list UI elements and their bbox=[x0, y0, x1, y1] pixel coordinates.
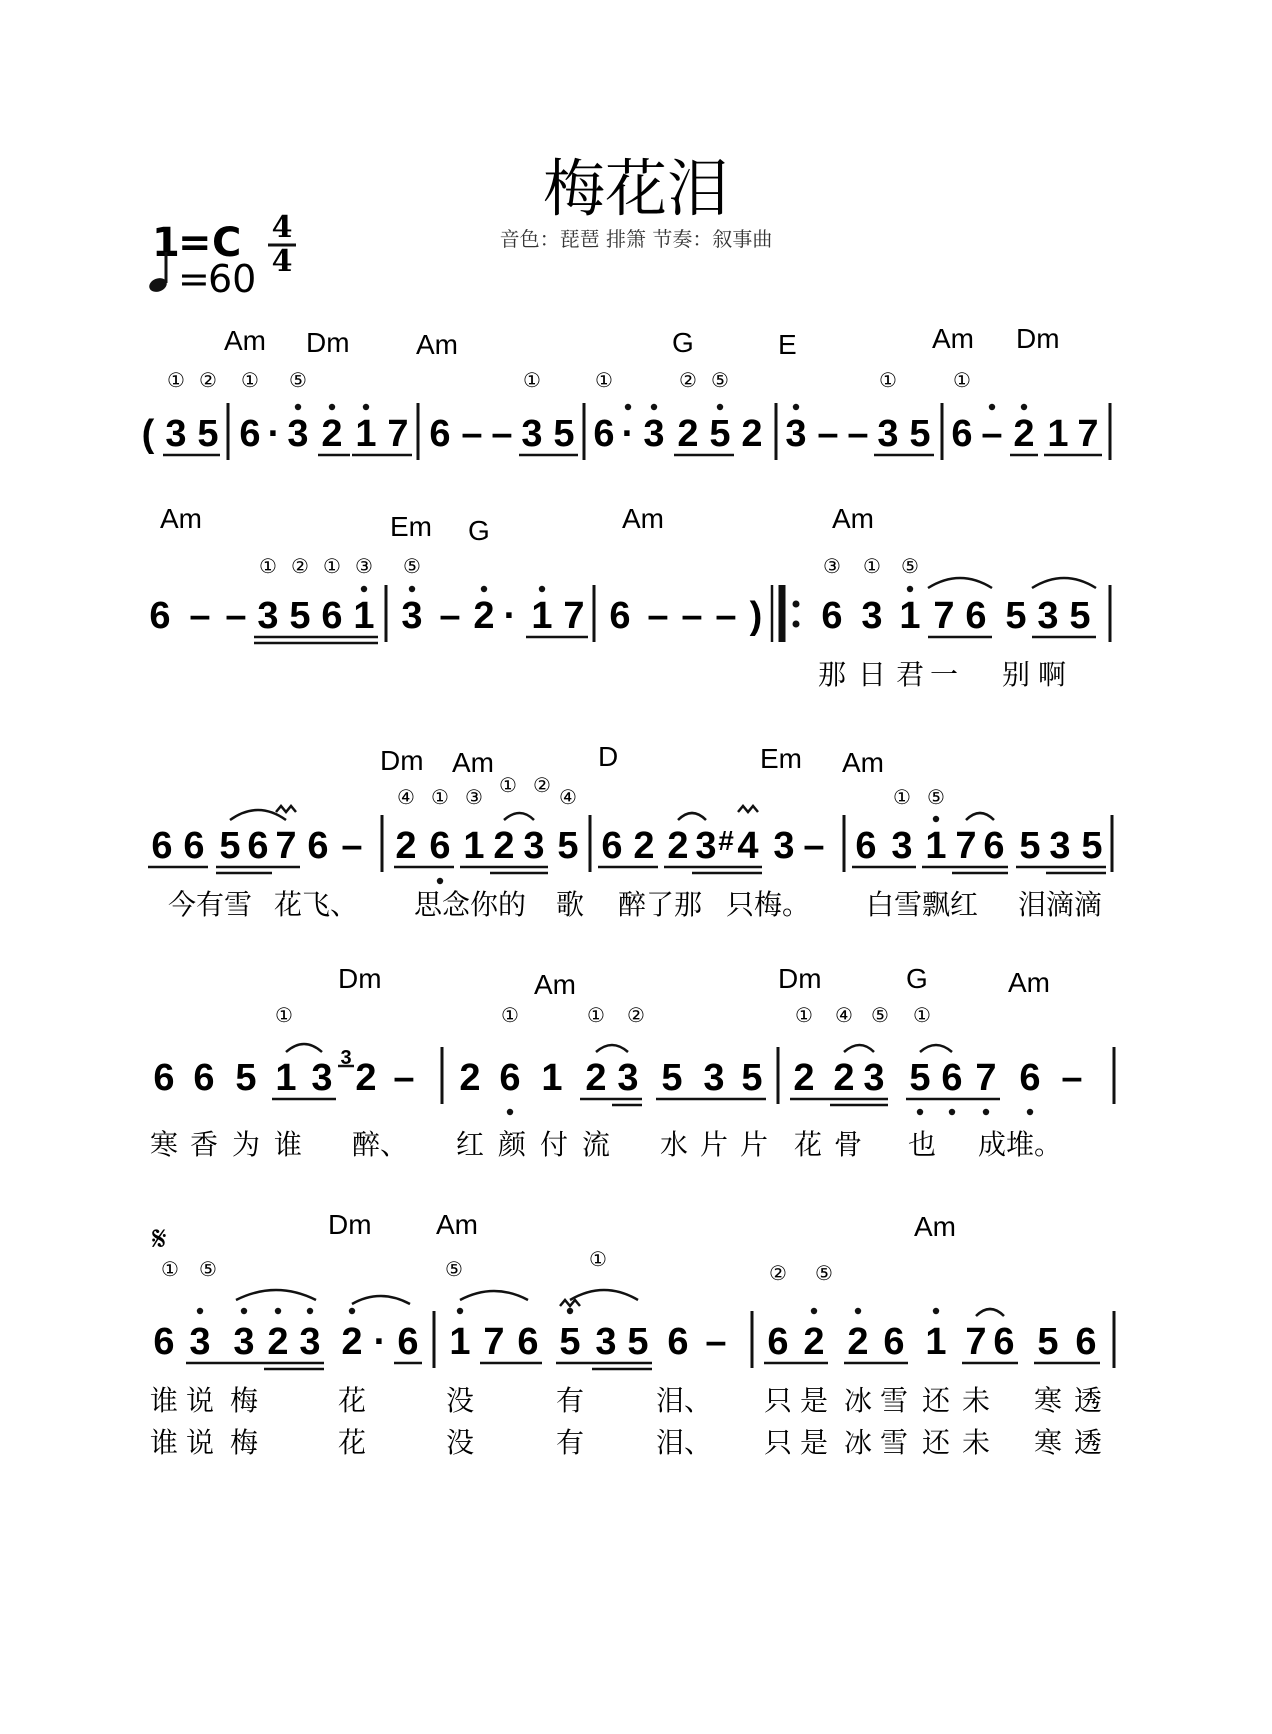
note: 2 bbox=[341, 1321, 363, 1363]
note: 5 bbox=[219, 825, 241, 867]
note: – bbox=[439, 595, 461, 637]
slurs bbox=[286, 1044, 952, 1052]
lyric-text: 为 bbox=[231, 1128, 261, 1161]
note: 2 bbox=[677, 413, 699, 455]
lyrics-row bbox=[168, 888, 1102, 921]
finger-mark: ⑤ bbox=[927, 785, 945, 809]
chord-symbol: E bbox=[778, 329, 797, 360]
chord-symbol: Dm bbox=[1016, 323, 1060, 354]
lyrics-row bbox=[818, 658, 1066, 691]
note: – bbox=[225, 595, 247, 637]
lyric-text: 成 bbox=[977, 1128, 1007, 1161]
finger-mark: ⑤ bbox=[711, 368, 729, 392]
note: 1 bbox=[463, 825, 485, 867]
chord-symbol: Am bbox=[832, 503, 874, 534]
score-line-2 bbox=[149, 503, 1110, 691]
lyric-text: 梅 bbox=[229, 1384, 259, 1417]
lyric-text: 谁 bbox=[273, 1128, 303, 1161]
lyric-text: 付 bbox=[539, 1128, 569, 1161]
finger-mark: ⑤ bbox=[871, 1003, 889, 1027]
finger-mark: ② bbox=[291, 554, 309, 578]
note: 5 bbox=[197, 413, 219, 455]
slurs bbox=[928, 578, 1096, 588]
lyrics-row bbox=[150, 1128, 1062, 1161]
note: 6 bbox=[429, 413, 451, 455]
finger-mark: ⑤ bbox=[289, 368, 307, 392]
note: · bbox=[503, 595, 517, 637]
finger-mark: ① bbox=[167, 368, 185, 392]
octave-dots bbox=[361, 586, 913, 592]
segno-sign: 𝄋 bbox=[152, 1219, 167, 1259]
note: 1 bbox=[353, 595, 375, 637]
meter-top: 4 bbox=[271, 210, 293, 245]
lyric-text: 醉了那 bbox=[617, 888, 703, 921]
chord-symbol: Am bbox=[622, 503, 664, 534]
note: 2 bbox=[493, 825, 515, 867]
chord-symbol: Am bbox=[842, 747, 884, 778]
lyric-text: 未 bbox=[961, 1426, 991, 1459]
note: – bbox=[705, 1321, 727, 1363]
finger-mark: ① bbox=[913, 1003, 931, 1027]
note: 7 bbox=[975, 1057, 997, 1099]
note: 2 bbox=[833, 1057, 855, 1099]
score-title: 梅花泪 bbox=[542, 152, 730, 225]
lyric-text: 香 bbox=[189, 1128, 219, 1161]
note: 2 bbox=[1013, 413, 1035, 455]
lyric-text: 泪滴滴 bbox=[1017, 888, 1103, 921]
lyric-text: 堆。 bbox=[1005, 1128, 1063, 1161]
lyric-text: 醉、 bbox=[351, 1128, 409, 1161]
finger-mark: ① bbox=[587, 1003, 605, 1027]
lyric-text: 君 bbox=[895, 658, 925, 691]
note: 6 bbox=[247, 825, 269, 867]
note: 3 bbox=[165, 413, 187, 455]
finger-mark: ① bbox=[893, 785, 911, 809]
lyric-text: 有 bbox=[555, 1384, 585, 1417]
note: 2 bbox=[803, 1321, 825, 1363]
note: 6 bbox=[321, 595, 343, 637]
note: 6 bbox=[821, 595, 843, 637]
lyric-text: 也 bbox=[907, 1128, 937, 1161]
note: 3 bbox=[523, 825, 545, 867]
note: 3 bbox=[287, 413, 309, 455]
finger-mark: ① bbox=[501, 1003, 519, 1027]
finger-mark: ② bbox=[769, 1261, 787, 1285]
note: 6 bbox=[183, 825, 205, 867]
note: 3 bbox=[299, 1321, 321, 1363]
note: 6 bbox=[149, 595, 171, 637]
note: 1 bbox=[1047, 413, 1069, 455]
note: 6 bbox=[397, 1321, 419, 1363]
lyric-text: 泪、 bbox=[655, 1384, 713, 1417]
finger-mark: ④ bbox=[559, 785, 577, 809]
note: 5 bbox=[661, 1057, 683, 1099]
note: 6 bbox=[951, 413, 973, 455]
note: 6 bbox=[151, 825, 173, 867]
note: 3 bbox=[189, 1321, 211, 1363]
note: 4 bbox=[737, 825, 759, 867]
octave-dots bbox=[197, 1308, 939, 1314]
beam-lines bbox=[254, 637, 1096, 643]
key-equals: = bbox=[178, 220, 212, 266]
tempo-value: 60 bbox=[208, 257, 257, 301]
lyric-text: 寒 bbox=[1033, 1426, 1063, 1459]
note: · bbox=[621, 413, 635, 455]
note: 6 bbox=[965, 595, 987, 637]
lyric-text: 花 bbox=[337, 1384, 367, 1417]
finger-mark: ⑤ bbox=[815, 1261, 833, 1285]
note: 5 bbox=[709, 413, 731, 455]
finger-mark: ② bbox=[533, 773, 551, 797]
chord-symbol: G bbox=[468, 515, 490, 546]
lyric-text: 谁 bbox=[149, 1384, 179, 1417]
lyric-text: 花飞、 bbox=[273, 888, 359, 921]
chord-symbol: Em bbox=[760, 743, 802, 774]
lyric-text: 只 bbox=[763, 1426, 793, 1459]
beam-lines bbox=[186, 1363, 1100, 1369]
note: 3 bbox=[311, 1057, 333, 1099]
note: 3 bbox=[1049, 825, 1071, 867]
score-line-4 bbox=[150, 963, 1114, 1161]
finger-mark: ① bbox=[275, 1003, 293, 1027]
note: 5 bbox=[235, 1057, 257, 1099]
tempo-equals: = bbox=[178, 257, 210, 301]
note: · bbox=[267, 413, 281, 455]
finger-mark: ① bbox=[523, 368, 541, 392]
chord-symbol: Am bbox=[1008, 967, 1050, 998]
lyric-text: 骨 bbox=[833, 1128, 863, 1161]
chord-symbol: Dm bbox=[778, 963, 822, 994]
chord-symbol: Am bbox=[416, 329, 458, 360]
lyric-text: 一 bbox=[929, 658, 959, 691]
note: 7 bbox=[563, 595, 585, 637]
lyric-text: 思念你的 bbox=[413, 888, 527, 921]
chord-symbol: Dm bbox=[306, 327, 350, 358]
lyric-text: 白雪飘红 bbox=[865, 888, 979, 921]
note: 2 bbox=[741, 413, 763, 455]
finger-mark: ⑤ bbox=[901, 554, 919, 578]
note: 6 bbox=[941, 1057, 963, 1099]
score-line-1 bbox=[142, 323, 1110, 460]
lyric-text: 寒 bbox=[149, 1128, 179, 1161]
note: – bbox=[681, 595, 703, 637]
note: – bbox=[189, 595, 211, 637]
lyric-text: 说 bbox=[185, 1384, 215, 1417]
finger-mark: ① bbox=[499, 773, 517, 797]
note: 5 bbox=[557, 825, 579, 867]
note: 1 bbox=[531, 595, 553, 637]
note: 5 bbox=[1005, 595, 1027, 637]
note: 6 bbox=[767, 1321, 789, 1363]
lyric-text: 片 bbox=[739, 1128, 769, 1161]
note: ( bbox=[141, 413, 155, 455]
note: 6 bbox=[593, 413, 615, 455]
lyric-text: 谁 bbox=[149, 1426, 179, 1459]
note: 5 bbox=[1081, 825, 1103, 867]
lyric-text: 冰 bbox=[843, 1426, 873, 1459]
note: 3 bbox=[695, 825, 717, 867]
lyric-text: 没 bbox=[445, 1426, 475, 1459]
note: 6 bbox=[239, 413, 261, 455]
note: 3 bbox=[785, 413, 807, 455]
lyric-text: 未 bbox=[961, 1384, 991, 1417]
lyric-text: 花 bbox=[793, 1128, 823, 1161]
note: 1 bbox=[925, 1321, 947, 1363]
note: 2 bbox=[847, 1321, 869, 1363]
score-line-5 bbox=[150, 1209, 1114, 1459]
note: 3 bbox=[617, 1057, 639, 1099]
note: 7 bbox=[955, 825, 977, 867]
note: 2 bbox=[459, 1057, 481, 1099]
chord-symbol: Dm bbox=[338, 963, 382, 994]
note: 6 bbox=[1075, 1321, 1097, 1363]
lyric-text: 是 bbox=[799, 1426, 829, 1459]
note: – bbox=[817, 413, 839, 455]
note: 5 bbox=[559, 1321, 581, 1363]
chord-symbol: G bbox=[672, 327, 694, 358]
lyric-text: 寒 bbox=[1033, 1384, 1063, 1417]
note: · bbox=[373, 1321, 387, 1363]
lyric-text: 泪、 bbox=[655, 1426, 713, 1459]
finger-mark: ④ bbox=[835, 1003, 853, 1027]
note: 6 bbox=[517, 1321, 539, 1363]
note: – bbox=[1061, 1057, 1083, 1099]
note: 2 bbox=[321, 413, 343, 455]
lyric-text: 没 bbox=[445, 1384, 475, 1417]
grace-note: 3 bbox=[340, 1047, 352, 1069]
finger-mark: ② bbox=[199, 368, 217, 392]
finger-mark: ① bbox=[431, 785, 449, 809]
lyric-text: 颜 bbox=[497, 1128, 527, 1161]
note: 6 bbox=[609, 595, 631, 637]
finger-mark: ④ bbox=[397, 785, 415, 809]
note: 7 bbox=[933, 595, 955, 637]
key-letter: C bbox=[212, 220, 242, 266]
chord-symbol: Am bbox=[452, 747, 494, 778]
chord-symbol: Dm bbox=[328, 1209, 372, 1240]
note: 2 bbox=[355, 1057, 377, 1099]
finger-mark: ② bbox=[627, 1003, 645, 1027]
note: 3 bbox=[877, 413, 899, 455]
note: 5 bbox=[909, 1057, 931, 1099]
finger-mark: ③ bbox=[465, 785, 483, 809]
chord-symbol: Em bbox=[390, 511, 432, 542]
chord-symbol: Am bbox=[436, 1209, 478, 1240]
finger-mark: ① bbox=[795, 1003, 813, 1027]
lyric-text: 说 bbox=[185, 1426, 215, 1459]
note: 2 bbox=[585, 1057, 607, 1099]
note: ) bbox=[749, 595, 763, 637]
lyric-text: 透 bbox=[1073, 1384, 1103, 1417]
lyric-text: 别 bbox=[1001, 658, 1031, 691]
note: 2 bbox=[793, 1057, 815, 1099]
lyric-text: 片 bbox=[699, 1128, 729, 1161]
note: 7 bbox=[1077, 413, 1099, 455]
note: 3 bbox=[595, 1321, 617, 1363]
lyric-text: 雪 bbox=[879, 1384, 909, 1417]
lyric-text: 透 bbox=[1073, 1426, 1103, 1459]
lyric-text: 有 bbox=[555, 1426, 585, 1459]
chord-symbol: Am bbox=[534, 969, 576, 1000]
note: 1 bbox=[925, 825, 947, 867]
note: 6 bbox=[429, 825, 451, 867]
lyric-text: 水 bbox=[659, 1128, 689, 1161]
chord-symbol: Am bbox=[932, 323, 974, 354]
note: – bbox=[847, 413, 869, 455]
ornament-mark bbox=[560, 1300, 580, 1306]
finger-mark: ⑤ bbox=[445, 1257, 463, 1281]
note: 2 bbox=[633, 825, 655, 867]
note: 6 bbox=[1019, 1057, 1041, 1099]
note: 5 bbox=[741, 1057, 763, 1099]
finger-mark: ① bbox=[863, 554, 881, 578]
lyric-text: 今有雪 bbox=[167, 888, 253, 921]
note: 6 bbox=[883, 1321, 905, 1363]
finger-mark: ① bbox=[589, 1247, 607, 1271]
chord-symbol: Am bbox=[914, 1211, 956, 1242]
note: 6 bbox=[153, 1057, 175, 1099]
note: 7 bbox=[965, 1321, 987, 1363]
chord-symbol: Dm bbox=[380, 745, 424, 776]
finger-mark: ① bbox=[595, 368, 613, 392]
note: 6 bbox=[153, 1321, 175, 1363]
lyric-text: 只 bbox=[763, 1384, 793, 1417]
lyric-text: 只梅。 bbox=[725, 888, 811, 921]
note: 3 bbox=[643, 413, 665, 455]
note: – bbox=[715, 595, 737, 637]
lyric-text: 是 bbox=[799, 1384, 829, 1417]
note: 1 bbox=[355, 413, 377, 455]
octave-dots bbox=[507, 1109, 1033, 1115]
finger-mark: ③ bbox=[823, 554, 841, 578]
finger-mark: ① bbox=[953, 368, 971, 392]
lyric-text: 啊 bbox=[1037, 658, 1067, 691]
note: – bbox=[981, 413, 1003, 455]
note: 2 bbox=[267, 1321, 289, 1363]
note: 5 bbox=[289, 595, 311, 637]
lyrics-row-2 bbox=[150, 1426, 1102, 1459]
note: 5 bbox=[627, 1321, 649, 1363]
note: 7 bbox=[483, 1321, 505, 1363]
beam-lines bbox=[148, 867, 1106, 873]
note: – bbox=[803, 825, 825, 867]
lyric-text: 那 bbox=[817, 658, 847, 691]
finger-mark: ① bbox=[161, 1257, 179, 1281]
note: 6 bbox=[601, 825, 623, 867]
note: 1 bbox=[275, 1057, 297, 1099]
chord-symbol: D bbox=[598, 741, 619, 772]
repeat-start-sign bbox=[772, 585, 800, 642]
note: 3 bbox=[773, 825, 795, 867]
lyric-text: 梅 bbox=[229, 1426, 259, 1459]
meter-bottom: 4 bbox=[271, 244, 293, 279]
note: 7 bbox=[275, 825, 297, 867]
note: 1 bbox=[899, 595, 921, 637]
note: 3 bbox=[861, 595, 883, 637]
lyric-text: 还 bbox=[921, 1426, 951, 1459]
note: 2 bbox=[667, 825, 689, 867]
lyrics-row-1 bbox=[150, 1384, 1102, 1417]
finger-mark: ① bbox=[259, 554, 277, 578]
note: 3 bbox=[703, 1057, 725, 1099]
note: 6 bbox=[193, 1057, 215, 1099]
chord-symbol: Am bbox=[160, 503, 202, 534]
lyric-text: 还 bbox=[921, 1384, 951, 1417]
note: 3 bbox=[233, 1321, 255, 1363]
note: 6 bbox=[499, 1057, 521, 1099]
sharp-sign: # bbox=[718, 825, 734, 856]
lyric-text: 红 bbox=[455, 1128, 485, 1161]
note: 5 bbox=[1069, 595, 1091, 637]
octave-dots bbox=[295, 404, 1027, 410]
note: 6 bbox=[307, 825, 329, 867]
lyric-text: 日 bbox=[857, 658, 887, 691]
key-one: 1 bbox=[152, 220, 180, 266]
lyric-text: 冰 bbox=[843, 1384, 873, 1417]
note: 3 bbox=[401, 595, 423, 637]
slurs bbox=[230, 810, 994, 820]
note: – bbox=[341, 825, 363, 867]
note: 6 bbox=[983, 825, 1005, 867]
score-subtitle: 音色：琵琶 排箫 节奏：叙事曲 bbox=[499, 227, 773, 251]
finger-mark: ⑤ bbox=[403, 554, 421, 578]
note: – bbox=[491, 413, 513, 455]
chord-symbol: Am bbox=[224, 325, 266, 356]
note: 7 bbox=[387, 413, 409, 455]
lyric-text: 花 bbox=[337, 1426, 367, 1459]
note: 1 bbox=[449, 1321, 471, 1363]
finger-mark: ① bbox=[323, 554, 341, 578]
note: – bbox=[647, 595, 669, 637]
finger-mark: ② bbox=[679, 368, 697, 392]
note: 6 bbox=[993, 1321, 1015, 1363]
note: 5 bbox=[1019, 825, 1041, 867]
note: 5 bbox=[1037, 1321, 1059, 1363]
note: – bbox=[393, 1057, 415, 1099]
finger-mark: ① bbox=[879, 368, 897, 392]
note: 2 bbox=[473, 595, 495, 637]
note: 6 bbox=[667, 1321, 689, 1363]
score-line-3 bbox=[148, 741, 1112, 921]
note: 3 bbox=[257, 595, 279, 637]
note: 2 bbox=[395, 825, 417, 867]
lyric-text: 雪 bbox=[879, 1426, 909, 1459]
finger-mark: ⑤ bbox=[199, 1257, 217, 1281]
note: 3 bbox=[891, 825, 913, 867]
note: 5 bbox=[553, 413, 575, 455]
note: – bbox=[461, 413, 483, 455]
chord-symbol: G bbox=[906, 963, 928, 994]
note: 5 bbox=[909, 413, 931, 455]
finger-mark: ③ bbox=[355, 554, 373, 578]
lyric-text: 流 bbox=[581, 1128, 611, 1161]
note: 6 bbox=[855, 825, 877, 867]
lyric-text: 歌 bbox=[555, 888, 585, 921]
note: 3 bbox=[1037, 595, 1059, 637]
note: 3 bbox=[521, 413, 543, 455]
note: 3 bbox=[863, 1057, 885, 1099]
finger-mark: ① bbox=[241, 368, 259, 392]
note: 1 bbox=[541, 1057, 563, 1099]
